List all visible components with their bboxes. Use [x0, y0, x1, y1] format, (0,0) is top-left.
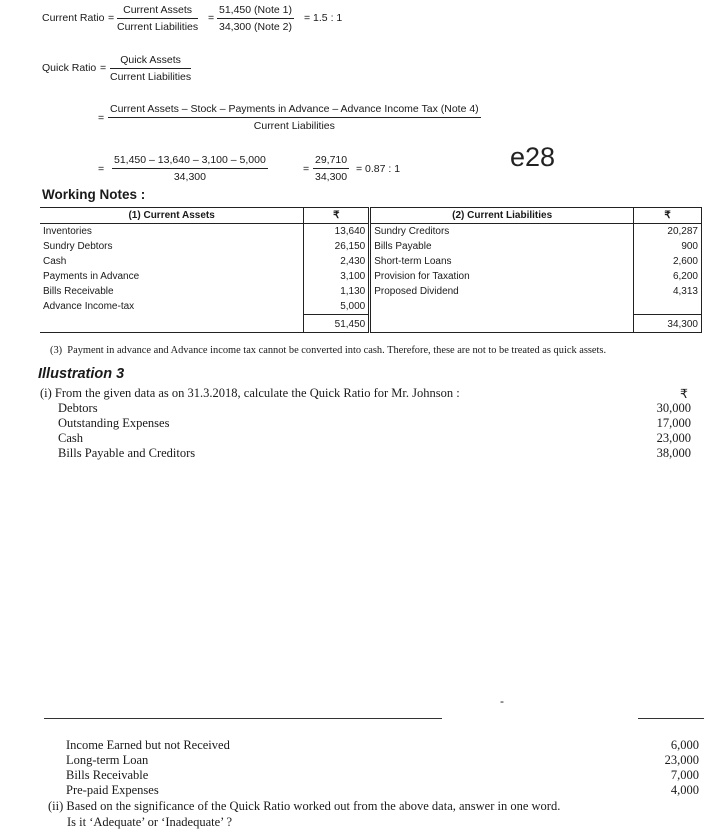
- fraction-numerator: Current Assets: [117, 4, 198, 19]
- table-total-row: [40, 315, 702, 333]
- liability-amount: [634, 299, 702, 315]
- currency-symbol: ₹: [634, 208, 702, 224]
- table-row: [40, 299, 702, 315]
- table-row: [40, 239, 702, 254]
- equals-sign: =: [108, 12, 115, 24]
- note-3: (3) Payment in advance and Advance income tax cannot be converted into cash. Therefore, these are not to be treated as quick assets.: [50, 345, 607, 356]
- quick-assets-expanded-fraction: [108, 103, 481, 132]
- liability-amount: 6,200: [634, 269, 702, 284]
- list-item-label: Income Earned but not Received: [66, 738, 230, 752]
- list-item-amount: 38,000: [656, 446, 691, 460]
- table-row: [40, 284, 702, 299]
- fraction-denominator: 34,300: [173, 171, 206, 183]
- liability-label: Sundry Creditors: [370, 224, 634, 240]
- list-item-amount: 7,000: [670, 768, 699, 782]
- empty-cell: [370, 315, 634, 333]
- asset-amount: 13,640: [304, 224, 370, 240]
- divider-right: [638, 718, 704, 719]
- asset-amount: 3,100: [304, 269, 370, 284]
- quick-ratio-fraction: [110, 54, 191, 83]
- equals-sign: =: [208, 12, 215, 24]
- asset-label: Advance Income-tax: [43, 301, 135, 312]
- list-item-label: Pre-paid Expenses: [66, 783, 159, 797]
- list-item-label: Bills Payable and Creditors: [58, 446, 196, 460]
- asset-amount: 26,150: [304, 239, 370, 254]
- fraction-denominator: 34,300 (Note 2): [219, 21, 292, 33]
- list-item-label: Long-term Loan: [66, 753, 149, 767]
- equals-sign: =: [98, 112, 105, 124]
- asset-label: Sundry Debtors: [43, 241, 113, 252]
- right-column-title: (2) Current Liabilities: [370, 208, 634, 224]
- illustration-title: Illustration 3: [38, 366, 125, 382]
- list-item-amount: 23,000: [664, 753, 699, 767]
- fraction-numerator: 51,450 – 13,640 – 3,100 – 5,000: [112, 154, 268, 169]
- list-item-amount: 17,000: [656, 416, 691, 430]
- table-row: [40, 254, 702, 269]
- question-1: (i) From the given data as on 31.3.2018, calculate the Quick Ratio for Mr. Johnson :: [40, 386, 460, 400]
- asset-label: Payments in Advance: [43, 271, 140, 282]
- fraction-numerator: Quick Assets: [110, 54, 191, 69]
- page-tag: e28: [510, 142, 556, 172]
- working-notes-heading: Working Notes :: [42, 187, 146, 202]
- list-item-amount: 4,000: [670, 783, 699, 797]
- fraction-denominator: 34,300: [315, 171, 348, 183]
- fraction-denominator: Current Liabilities: [110, 71, 192, 83]
- liability-amount: 4,313: [634, 284, 702, 299]
- liability-label: Provision for Taxation: [370, 269, 634, 284]
- equals-sign: =: [303, 163, 310, 175]
- asset-amount: 2,430: [304, 254, 370, 269]
- liability-amount: 20,287: [634, 224, 702, 240]
- fraction-denominator: Current Liabilities: [117, 21, 199, 33]
- question-2: (ii) Based on the significance of the Quick Ratio worked out from the above data, answer in one word.: [48, 799, 561, 813]
- table-row: [40, 224, 702, 240]
- left-column-title: (1) Current Assets: [40, 208, 304, 224]
- asset-label: Cash: [43, 256, 67, 267]
- fraction-numerator: 29,710: [313, 154, 349, 169]
- quick-calc-fraction: [112, 154, 268, 183]
- asset-label: Bills Receivable: [43, 286, 114, 297]
- asset-amount: 1,130: [304, 284, 370, 299]
- current-ratio-values-fraction: [217, 4, 294, 33]
- fraction-denominator: Current Liabilities: [253, 120, 335, 132]
- list-item-label: Outstanding Expenses: [58, 416, 170, 430]
- currency-symbol: ₹: [304, 208, 370, 224]
- equals-sign: =: [98, 163, 105, 175]
- liability-label: Short-term Loans: [370, 254, 634, 269]
- current-ratio-result: = 1.5 : 1: [304, 12, 343, 24]
- divider-left: [44, 718, 442, 719]
- list-item-amount: 6,000: [670, 738, 699, 752]
- list-item-label: Bills Receivable: [66, 768, 149, 782]
- liabilities-total: 34,300: [634, 315, 702, 333]
- assets-total: 51,450: [304, 315, 370, 333]
- list-item-label: Cash: [58, 431, 83, 445]
- question-2-followup: Is it ‘Adequate’ or ‘Inadequate’ ?: [67, 815, 233, 829]
- quick-calc-result-fraction: [313, 154, 349, 183]
- liability-amount: 900: [634, 239, 702, 254]
- current-ratio-label: Current Ratio: [42, 12, 105, 24]
- empty-cell: [40, 315, 304, 333]
- list-item-amount: 30,000: [656, 401, 691, 415]
- rupee-symbol: ₹: [680, 387, 688, 401]
- asset-label: Inventories: [43, 226, 92, 237]
- dash-mark: -: [500, 694, 504, 708]
- quick-ratio-result: = 0.87 : 1: [356, 163, 401, 175]
- list-item-label: Debtors: [58, 401, 98, 415]
- liability-label: Proposed Dividend: [370, 284, 634, 299]
- liability-amount: 2,600: [634, 254, 702, 269]
- table-header-row: [40, 208, 702, 224]
- table-row: [40, 269, 702, 284]
- liability-label: [370, 299, 634, 315]
- asset-amount: 5,000: [304, 299, 370, 315]
- fraction-numerator: 51,450 (Note 1): [217, 4, 294, 19]
- working-notes-table: [40, 207, 702, 333]
- fraction-numerator: Current Assets – Stock – Payments in Advance – Advance Income Tax (Note 4): [108, 103, 481, 118]
- equals-sign: =: [100, 62, 107, 74]
- current-ratio-fraction: [117, 4, 198, 33]
- liability-label: Bills Payable: [370, 239, 634, 254]
- quick-ratio-label: Quick Ratio: [42, 62, 97, 74]
- list-item-amount: 23,000: [656, 431, 691, 445]
